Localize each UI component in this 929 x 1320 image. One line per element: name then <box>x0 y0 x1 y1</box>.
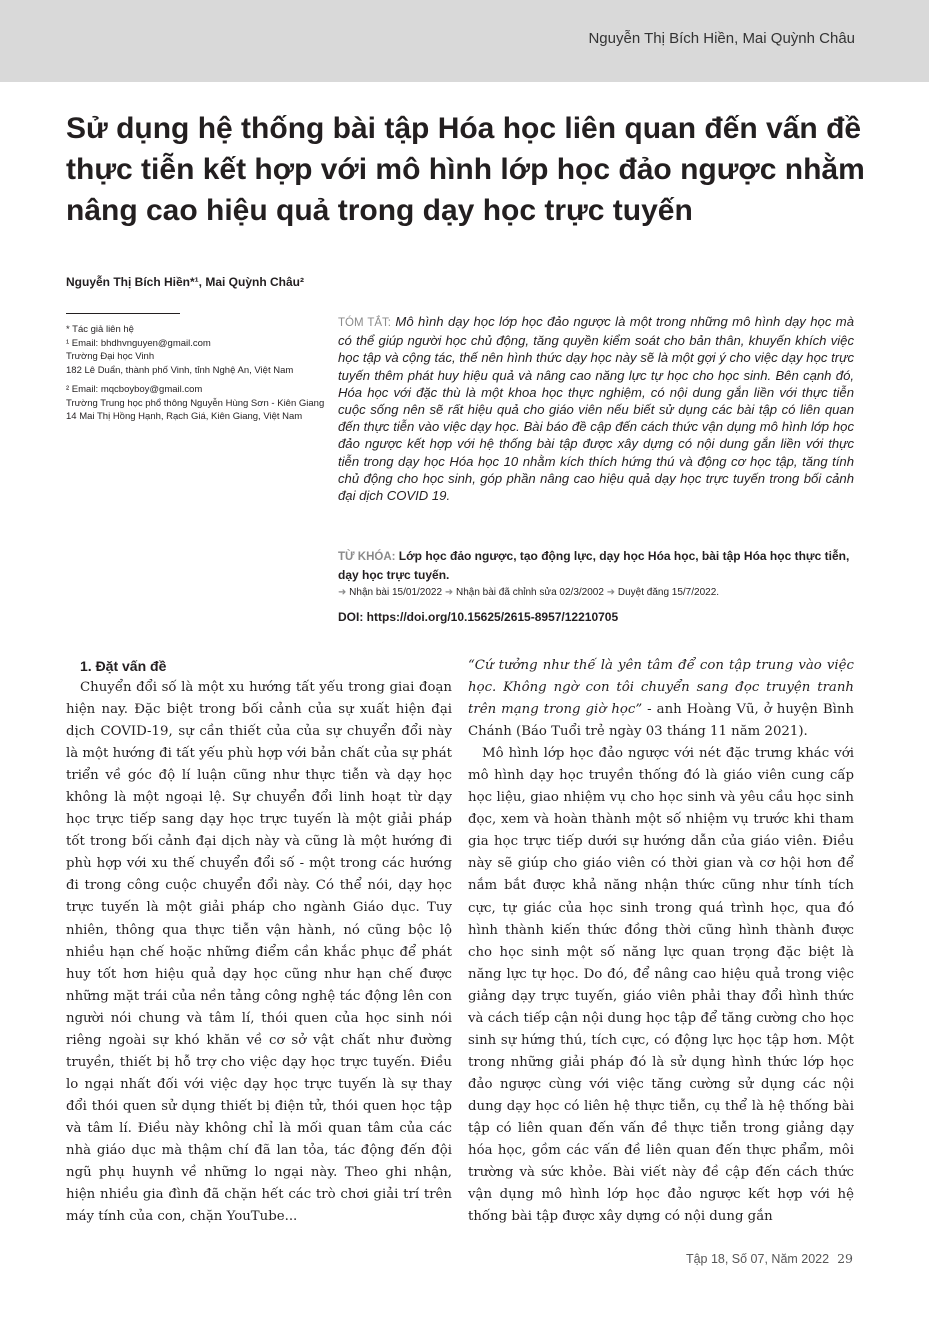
affiliation-1-email: ¹ Email: bhdhvnguyen@gmail.com <box>66 337 211 349</box>
date-received: Nhận bài 15/01/2022 <box>349 587 443 598</box>
journal-issue: Tập 18, Số 07, Năm 2022 <box>685 1252 830 1266</box>
section-heading: 1. Đặt vấn đề <box>80 658 167 674</box>
quote-source: - anh Hoàng Vũ, ở huyện Bình Chánh (Báo Tuổi trẻ ngày 03 tháng 11 năm 2021). <box>468 702 854 740</box>
body-column-left <box>66 655 452 1228</box>
affiliation-1-address: 182 Lê Duẩn, thành phố Vinh, tỉnh Nghệ An, Việt Nam <box>66 364 294 376</box>
affiliation-2-email: ² Email: mqcboyboy@gmail.com <box>66 384 203 395</box>
arrow-right-icon: ➜ <box>606 587 616 598</box>
abstract-text: Mô hình dạy học lớp học đảo ngược là một trong những mô hình dạy học mà có thể giúp người học chủ động, tăng quyền kiểm soát cho bản thân, khuyến khích việc học tập và cộng tác, thế nên hình thức dạy học này sẽ là một gợi ý cho việc dạy học trực tuyến thêm phát huy hiệu quả và nâng cao năng lực tự học cho học sinh. Bên cạnh đó, Hóa học với đặc thù là một khoa học thực nghiệm, có nội dung gắn liền với thực tiễn cuộc sống nên sẽ rất hiệu quả cho giáo viên nếu biết sử dụng các bài tập có liên quan đến thực tiễn vào việc dạy học. Bài báo đề cập đến cách thức vận dụng mô hình lớp học đảo ngược kết hợp với hệ thống bài tập được xây dựng có nội dung gắn liền với thực tiễn trong dạy học Hóa học 10 nhằm kích thích hứng thú và động cơ học tập, tăng tính chủ động cho học sinh, góp phần nâng cao hiệu quả dạy học trực tuyến trong bối cảnh đại dịch COVID 19. <box>338 314 854 504</box>
body-column-right <box>468 655 854 1228</box>
affiliation-2-address: 14 Mai Thị Hồng Hạnh, Rạch Giá, Kiên Giang, Việt Nam <box>66 411 303 422</box>
keywords-text: Lớp học đảo ngược, tạo động lực, dạy học Hóa học, bài tập Hóa học thực tiễn, dạy học trực tuyến. <box>338 549 850 582</box>
affiliation-2-org: Trường Trung học phổ thông Nguyễn Hùng Sơn - Kiên Giang <box>66 397 325 409</box>
footnote-rule <box>66 313 180 314</box>
date-accepted: Duyệt đăng 15/7/2022. <box>617 587 720 598</box>
article-dates <box>338 587 858 598</box>
body-paragraph: Chuyển đổi số là một xu hướng tất yếu trong giai đoạn hiện nay. Đặc biệt trong bối cảnh của sự xuất hiện đại dịch COVID-19, sự cần thiết của của sự chuyển đổi này là một hướng đi tất yếu phù hợp với bản chất của sự phát triển về góc độ lí luận cũng như thực tiễn và dạy học không là một ngoại lệ. Sự chuyển đổi linh hoạt từ dạy học trực tiếp sang dạy học trực tuyến là một giải pháp tốt trong bối cảnh đại dịch này và cũng là một hướng đi phù hợp với xu thế chuyển đổi số - một trong các hướng đi trong công cuộc chuyển đổi này. Có thể nói, dạy học trực tuyến là một giải pháp cho ngành Giáo dục. Tuy nhiên, thông qua thực tiễn vận hành, nó cũng bộc lộ nhiều hạn chế hoặc những điểm cần khắc phục để phát huy tốt hơn hiệu quả dạy học cũng như hạn chế được những mặt trái của nền tảng công nghệ tác động lên con người nói chung và tâm lí, thói quen của học sinh nói riêng ngoài sự khó khăn về cơ sở vật chất như đường truyền, thiết bị hỗ trợ cho việc dạy học trực tuyến. Điều lo ngại nhất đối với việc dạy học trực tuyến là sự thay đổi thói quen sử dụng thiết bị điện tử, thói quen học tập và tâm lí. Điều này không chỉ là mối quan tâm của các nhà giáo dục mà thậm chí đã lan tỏa, tác động đến đội ngũ phụ huynh về những lo ngại này. Theo ghi nhận, hiện nhiều gia đình đã chặn hết các trò chơi giải trí trên máy tính của con, chặn YouTube... <box>66 680 452 1225</box>
date-revised: Nhận bài đã chỉnh sửa 02/3/2002 <box>455 587 604 598</box>
quote-paragraph <box>468 655 854 743</box>
affiliations <box>66 323 331 424</box>
author-line: Nguyễn Thị Bích Hiền*¹, Mai Quỳnh Châu² <box>66 275 305 289</box>
keywords-label: TỪ KHÓA: <box>338 551 396 563</box>
keywords <box>338 547 858 584</box>
abstract <box>338 313 854 504</box>
article-title: Sử dụng hệ thống bài tập Hóa học liên quan đến vấn đề thực tiễn kết hợp với mô hình lớp học đảo ngược nhằm nâng cao hiệu quả trong dạy học trực tuyến <box>66 112 865 227</box>
corresponding-note: * Tác giả liên hệ <box>66 324 134 335</box>
page-number: 29 <box>837 1251 853 1266</box>
abstract-label: TÓM TẮT: <box>338 317 391 329</box>
running-header-authors: Nguyễn Thị Bích Hiền, Mai Quỳnh Châu <box>588 30 855 47</box>
affiliation-1-org: Trường Đại học Vinh <box>66 351 155 362</box>
arrow-right-icon: ➜ <box>444 587 454 598</box>
quote-text: “Cứ tưởng như thế là yên tâm để con tập trung vào việc học. Không ngờ con tôi chuyển sang đọc truyện tranh trên mạng trong giờ học” <box>468 658 854 718</box>
page-footer <box>686 1251 853 1266</box>
arrow-right-icon: ➜ <box>338 587 347 598</box>
body-paragraph: Mô hình lớp học đảo ngược với nét đặc trưng khác với mô hình dạy học truyền thống đó là giáo viên cung cấp học liệu, giao nhiệm vụ cho học sinh và yêu cầu học sinh đọc, xem và hoàn thành một số nhiệm vụ trước khi tham gia học trực tiếp dưới sự hướng dẫn của giáo viên. Điều này sẽ giúp cho giáo viên có thời gian và cơ hội hơn để nắm bắt được khả năng nhận thức cũng như tính tích cực, tự giác của học sinh trong quá trình học, qua đó hình thành kiến thức đồng thời cũng hình thành được cho học sinh một số năng lực quan trọng đặc biệt là năng lực tự học. Do đó, để nâng cao hiệu quả trong việc giảng dạy trực tuyến, giáo viên phải thay đổi hình thức và cách tiếp cận nội dung học tập để tăng cường cho học sinh sự hứng thú, tích cực, có động lực học tập hơn. Một trong những giải pháp đó là sử dụng hình thức lớp học đảo ngược cùng với việc tăng cường sử dụng các nội dung dạy học có liên hệ thực tiễn, cụ thể là hệ thống bài tập có liên quan đến vấn đề thực tiễn trong giảng dạy hóa học, gồm các vấn đề liên quan đến thực phẩm, môi trường và sức khỏe. Bài viết này đề cập đến cách thức vận dụng mô hình lớp học đảo ngược kết hợp với hệ thống bài tập được xây dựng có nội dung gắn <box>468 746 854 1225</box>
doi-link[interactable]: DOI: https://doi.org/10.15625/2615-8957/12210705 <box>338 610 619 624</box>
